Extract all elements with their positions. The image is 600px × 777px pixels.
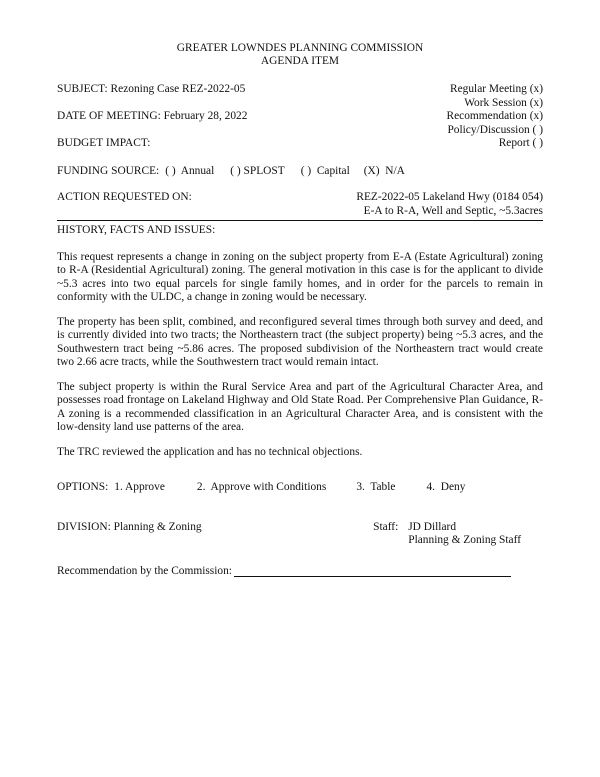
funding-annual: ( ) Annual (165, 164, 215, 177)
staff-details (408, 521, 521, 548)
commission-title: GREATER LOWNDES PLANNING COMMISSION (176, 42, 424, 54)
option-approve: 1. Approve (114, 481, 165, 493)
division-staff-block (57, 521, 543, 548)
history-paragraph: The subject property is within the Rural Service Area and part of the Agricultural Character Area, and possesses road frontage on Lakeland Highway and Old State Road. Per Comprehensive Plan Guidance, R-A zoning is a recommended classification in an Agricultural Character Area, and is consistent with the low-density land use patterns of the area. (57, 380, 543, 433)
meeting-type-list (447, 83, 543, 151)
history-paragraph: This request represents a change in zoning on the subject property from E-A (Estate Agricultural) zoning to R-A (Residential Agricultural) zoning. The general motivation in this case is for the applicant to divide ~5.3 acres into two equal parcels for single family homes, and in order for the parcels to remain in conformity with the ULDC, a change in zoning would be necessary. (57, 250, 543, 303)
staff-label: Staff: (373, 520, 399, 533)
recommendation-signature-blank[interactable] (234, 565, 511, 577)
spacer (57, 97, 247, 111)
meeting-type-report: Report ( ) (498, 137, 543, 149)
meeting-type-policy: Policy/Discussion ( ) (447, 123, 543, 136)
options-label: OPTIONS: (57, 481, 109, 493)
subject-line: SUBJECT: Rezoning Case REZ-2022-05 (57, 83, 246, 95)
funding-capital: ( ) Capital (300, 164, 350, 177)
section-divider (57, 220, 543, 221)
meeting-date-line: DATE OF MEETING: February 28, 2022 (57, 110, 248, 122)
funding-source-line (57, 165, 543, 179)
options-line (57, 481, 543, 495)
funding-label: FUNDING SOURCE: (57, 164, 160, 177)
funding-splost: ( ) SPLOST (230, 164, 285, 177)
meeting-type-work-session: Work Session (x) (464, 96, 543, 109)
staff-block (373, 521, 521, 548)
option-approve-conditions: 2. Approve with Conditions (196, 481, 327, 493)
spacer (57, 124, 247, 138)
staff-title: Planning & Zoning Staff (408, 534, 521, 546)
action-details (356, 191, 543, 218)
action-requested-block (57, 191, 543, 218)
history-paragraph: The TRC reviewed the application and has no technical objections. (57, 445, 363, 458)
recommendation-line (57, 565, 543, 579)
history-heading: HISTORY, FACTS AND ISSUES: (57, 224, 216, 236)
left-info (57, 83, 247, 151)
meeting-type-regular: Regular Meeting (x) (450, 83, 543, 95)
option-deny: 4. Deny (426, 481, 466, 493)
meeting-info-block (57, 83, 543, 151)
funding-na: (X) N/A (363, 164, 405, 177)
recommendation-label: Recommendation by the Commission: (57, 564, 232, 577)
action-zoning-line: E-A to R-A, Well and Septic, ~5.3acres (363, 204, 543, 217)
document-header (57, 42, 543, 67)
agenda-item-title: AGENDA ITEM (260, 54, 340, 67)
division-line: DIVISION: Planning & Zoning (57, 520, 202, 533)
history-paragraph: The property has been split, combined, and reconfigured several times through both survey and deed, and is currently divided into two tracts; the Northeastern tract (the subject property) being ~5.3 acres, and the Southwestern tract being ~5.86 acres. The proposed subdivision of the Northeastern tract would create two 2.66 acre tracts, while the Southwestern tract would remain intact. (57, 315, 543, 368)
budget-impact-line: BUDGET IMPACT: (57, 137, 151, 149)
option-table: 3. Table (356, 481, 396, 493)
meeting-type-recommendation: Recommendation (x) (446, 110, 543, 122)
action-label: ACTION REQUESTED ON: (57, 191, 192, 203)
action-case-line: REZ-2022-05 Lakeland Hwy (0184 054) (356, 191, 543, 203)
staff-name: JD Dillard (408, 520, 457, 533)
